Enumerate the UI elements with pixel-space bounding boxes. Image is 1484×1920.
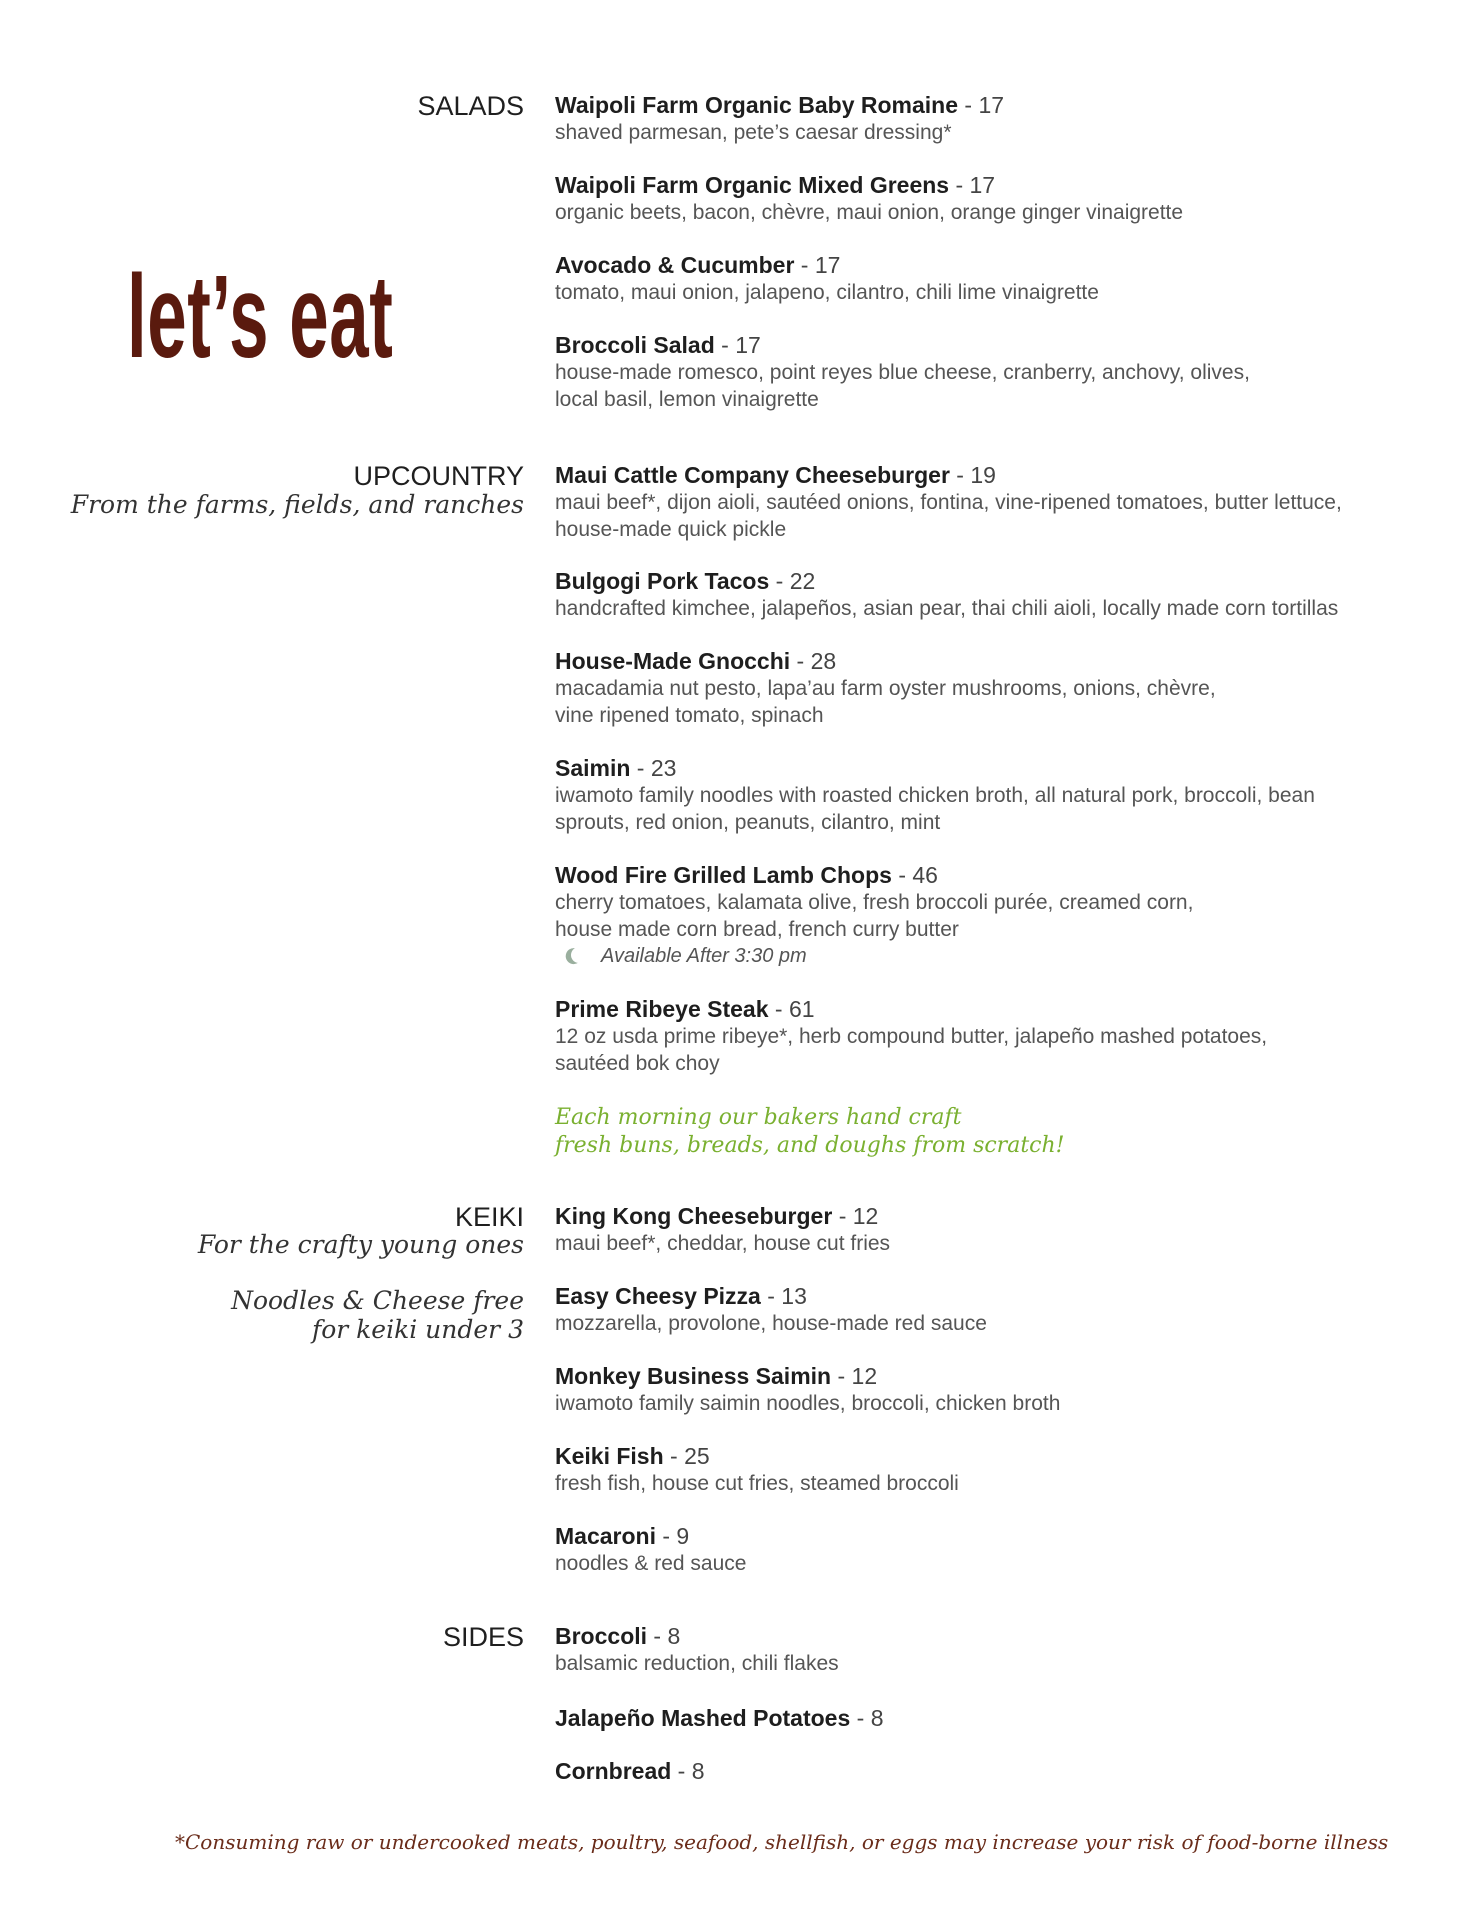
item-description: fresh fish, house cut fries, steamed broccoli <box>555 1472 959 1495</box>
menu-item <box>555 1758 1355 1785</box>
item-price: - 17 <box>794 252 841 278</box>
item-price: - 61 <box>768 996 815 1022</box>
item-description: house-made romesco, point reyes blue cheese, cranberry, anchovy, olives, <box>555 361 1250 384</box>
menu-item <box>555 1283 1355 1337</box>
item-price: - 13 <box>760 1283 807 1309</box>
item-price: - 23 <box>630 755 677 781</box>
keiki-promo-line-1: Noodles & Cheese free <box>231 1286 524 1315</box>
logo-lets-eat: let’s eat <box>127 251 394 383</box>
menu-item <box>555 172 1355 226</box>
item-name: Jalapeño Mashed Potatoes <box>555 1705 851 1731</box>
item-description: sautéed bok choy <box>555 1052 720 1075</box>
section-title-salads: SALADS <box>417 91 524 121</box>
menu-item <box>555 1203 1355 1257</box>
menu-item <box>555 1623 1355 1677</box>
item-description: house-made quick pickle <box>555 518 787 541</box>
footnote-disclaimer: *Consuming raw or undercooked meats, poultry, seafood, shellfish, or eggs may increase your risk of food-borne illness <box>175 1830 1389 1854</box>
menu-item <box>555 1705 1355 1732</box>
item-price: - 17 <box>714 332 761 358</box>
item-name: Prime Ribeye Steak <box>555 996 769 1022</box>
item-price: - 12 <box>832 1203 879 1229</box>
keiki-promo-line-2: for keiki under 3 <box>311 1315 524 1344</box>
item-name: Waipoli Farm Organic Mixed Greens <box>555 172 950 198</box>
menu-item <box>555 862 1355 969</box>
menu-item <box>555 462 1355 543</box>
item-description: mozzarella, provolone, house-made red sauce <box>555 1312 987 1335</box>
item-name: Saimin <box>555 755 631 781</box>
item-name: King Kong Cheeseburger <box>555 1203 833 1229</box>
section-title-keiki: KEIKI <box>454 1202 524 1232</box>
item-description: maui beef*, dijon aioli, sautéed onions, fontina, vine-ripened tomatoes, butter lettuce, <box>555 491 1342 514</box>
item-description: local basil, lemon vinaigrette <box>555 388 819 411</box>
item-price: - 28 <box>790 648 837 674</box>
item-description: iwamoto family noodles with roasted chicken broth, all natural pork, broccoli, bean <box>555 784 1315 807</box>
item-price: - 8 <box>671 1758 705 1784</box>
moon-icon <box>570 945 589 964</box>
item-description: handcrafted kimchee, jalapeños, asian pear, thai chili aioli, locally made corn tortillas <box>555 597 1339 620</box>
item-name: Keiki Fish <box>555 1443 664 1469</box>
item-price: - 22 <box>769 568 816 594</box>
item-name: Broccoli Salad <box>555 332 715 358</box>
availability-note <box>555 943 1355 969</box>
item-name: Maui Cattle Company Cheeseburger <box>555 462 950 488</box>
item-price: - 19 <box>949 462 996 488</box>
item-name: Avocado & Cucumber <box>555 252 795 278</box>
menu-item <box>555 648 1355 729</box>
item-description: balsamic reduction, chili flakes <box>555 1652 839 1675</box>
item-price: - 25 <box>663 1443 710 1469</box>
item-description: macadamia nut pesto, lapa’au farm oyster mushrooms, onions, chèvre, <box>555 677 1216 700</box>
section-title-upcountry: UPCOUNTRY <box>353 461 524 491</box>
item-description: vine ripened tomato, spinach <box>555 704 824 727</box>
item-name: Macaroni <box>555 1523 656 1549</box>
item-description: sprouts, red onion, peanuts, cilantro, mint <box>555 811 941 834</box>
section-subtitle-keiki: For the crafty young ones <box>197 1230 524 1259</box>
item-name: Easy Cheesy Pizza <box>555 1283 761 1309</box>
item-description: tomato, maui onion, jalapeno, cilantro, chili lime vinaigrette <box>555 281 1099 304</box>
menu-item <box>555 996 1355 1077</box>
item-name: Bulgogi Pork Tacos <box>555 568 770 594</box>
menu-item <box>555 568 1355 622</box>
item-price: - 9 <box>655 1523 690 1549</box>
availability-text: Available After 3:30 pm <box>601 945 807 967</box>
item-price: - 12 <box>831 1363 878 1389</box>
item-name: House-Made Gnocchi <box>555 648 791 674</box>
item-name: Wood Fire Grilled Lamb Chops <box>555 862 892 888</box>
bakers-note-line-1: Each morning our bakers hand craft <box>555 1105 962 1130</box>
item-description: organic beets, bacon, chèvre, maui onion, orange ginger vinaigrette <box>555 201 1184 224</box>
bakers-note-line-2: fresh buns, breads, and doughs from scratch! <box>555 1133 1065 1158</box>
item-price: - 8 <box>850 1705 884 1731</box>
item-description: cherry tomatoes, kalamata olive, fresh broccoli purée, creamed corn, <box>555 891 1194 914</box>
item-description: iwamoto family saimin noodles, broccoli, chicken broth <box>555 1392 1061 1415</box>
section-title-sides: SIDES <box>442 1622 524 1652</box>
item-name: Monkey Business Saimin <box>555 1363 832 1389</box>
item-description: maui beef*, cheddar, house cut fries <box>555 1232 891 1255</box>
item-description: 12 oz usda prime ribeye*, herb compound butter, jalapeño mashed potatoes, <box>555 1025 1268 1048</box>
item-name: Cornbread <box>555 1758 672 1784</box>
menu-item <box>555 1523 1355 1577</box>
item-price: - 46 <box>891 862 938 888</box>
menu-item <box>555 1363 1355 1417</box>
item-price: - 17 <box>958 92 1005 118</box>
menu-item <box>555 1443 1355 1497</box>
menu-item <box>555 252 1355 306</box>
item-description: house made corn bread, french curry butter <box>555 918 959 941</box>
menu-item <box>555 332 1355 413</box>
section-subtitle-upcountry: From the farms, fields, and ranches <box>70 490 524 519</box>
item-description: noodles & red sauce <box>555 1552 747 1575</box>
item-description: shaved parmesan, pete’s caesar dressing* <box>555 121 952 144</box>
item-name: Broccoli <box>555 1623 648 1649</box>
item-price: - 8 <box>647 1623 681 1649</box>
menu-item <box>555 755 1355 836</box>
menu-item <box>555 92 1355 146</box>
item-name: Waipoli Farm Organic Baby Romaine <box>555 92 959 118</box>
item-price: - 17 <box>949 172 996 198</box>
